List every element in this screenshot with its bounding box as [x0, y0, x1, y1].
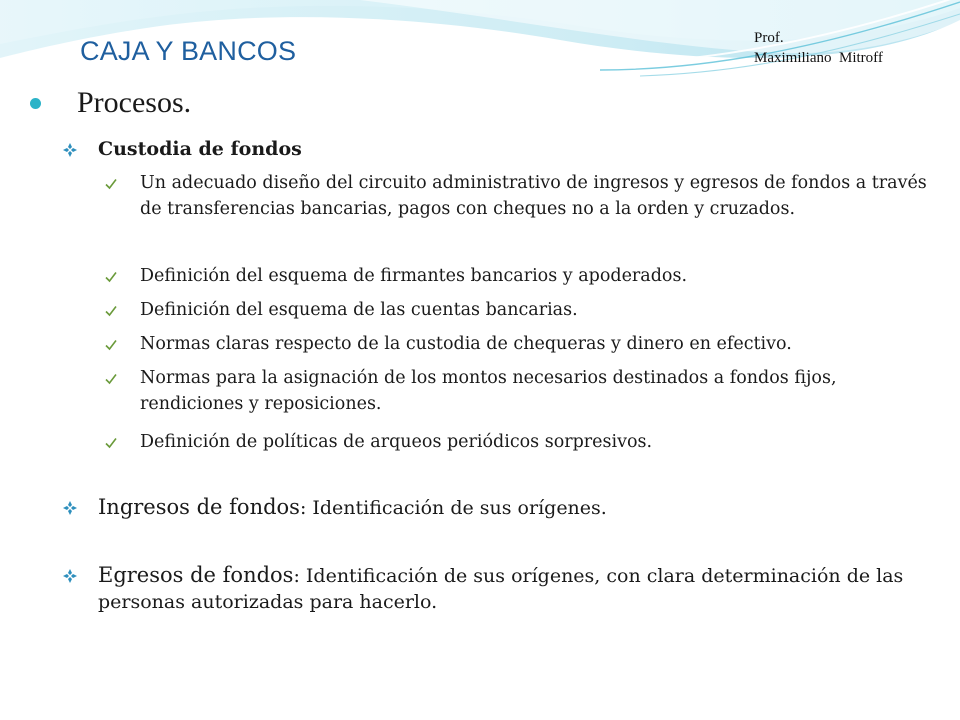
egresos-text: [98, 562, 942, 615]
list-item: [104, 429, 940, 455]
checkmark-icon: [104, 304, 118, 318]
checkmark-icon: [104, 177, 118, 191]
egresos-heading: Egresos de fondos: [98, 563, 294, 587]
checkmark-icon: [104, 372, 118, 386]
list-item-text: Definición del esquema de las cuentas bancarias.: [140, 300, 578, 320]
custodia-heading: Custodia de fondos: [98, 138, 302, 160]
section-custodia: [62, 136, 302, 162]
ingresos-text: [98, 494, 607, 521]
egresos-description: : Identificación de sus orígenes, con clara determinación de las personas autorizadas para hacerlo.: [98, 565, 904, 613]
list-item: [104, 263, 940, 289]
diamond-bullet-icon: [62, 142, 78, 158]
checkmark-icon: [104, 436, 118, 450]
list-item-text: Definición del esquema de firmantes bancarios y apoderados.: [140, 266, 688, 286]
diamond-bullet-icon: [62, 568, 78, 584]
diamond-bullet-icon: [62, 500, 78, 516]
ingresos-description: : Identificación de sus orígenes.: [299, 497, 607, 519]
list-item: [104, 365, 940, 417]
level1-bullet: [30, 86, 191, 120]
list-item: [104, 170, 940, 222]
author-name: Maximiliano Mitroff: [754, 50, 883, 66]
checkmark-icon: [104, 270, 118, 284]
author-prefix: Prof.: [754, 30, 784, 46]
list-item-text: Un adecuado diseño del circuito administrativo de ingresos y egresos de fondos a través de transferencias bancarias, pagos con cheques no a la orden y cruzados.: [140, 173, 927, 219]
section-egresos: [62, 562, 942, 615]
list-item-text: Normas claras respecto de la custodia de chequeras y dinero en efectivo.: [140, 334, 792, 354]
list-item: [104, 297, 940, 323]
ingresos-heading: Ingresos de fondos: [98, 495, 300, 519]
list-item-text: Definición de políticas de arqueos periódicos sorpresivos.: [140, 432, 653, 452]
round-bullet-icon: [30, 98, 41, 109]
checkmark-icon: [104, 338, 118, 352]
slide-title: CAJA Y BANCOS: [80, 36, 297, 66]
level1-text: Procesos.: [77, 86, 192, 119]
list-item: [104, 331, 940, 357]
list-item-text: Normas para la asignación de los montos necesarios destinados a fondos fijos, rendiciones y reposiciones.: [140, 368, 837, 414]
author-block: [754, 28, 883, 68]
section-ingresos: [62, 494, 607, 521]
